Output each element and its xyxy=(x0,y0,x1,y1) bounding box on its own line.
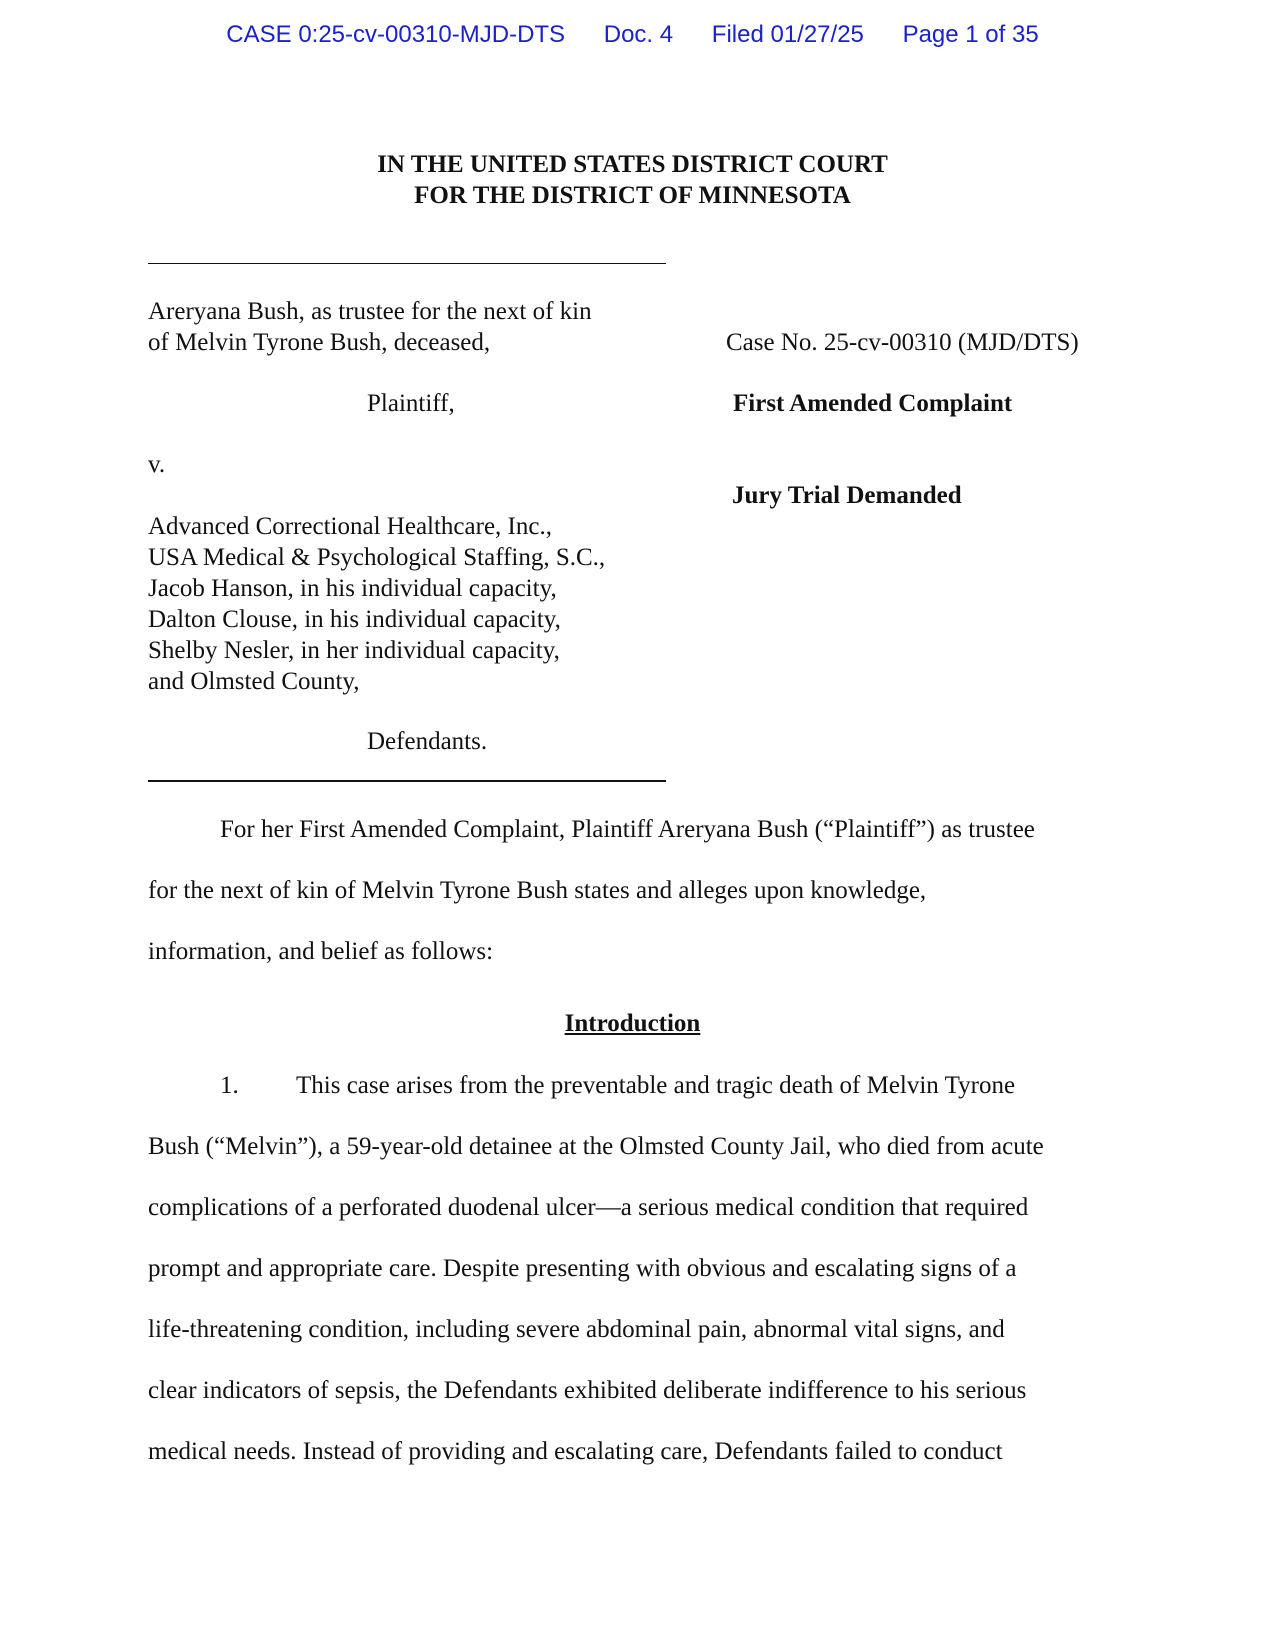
preamble-line: for the next of kin of Melvin Tyrone Bush states and alleges upon knowledge, xyxy=(148,877,927,904)
plaintiff-name xyxy=(148,296,592,358)
paragraph-line: prompt and appropriate care. Despite presenting with obvious and escalating signs of a xyxy=(148,1255,1017,1282)
page-count-stamp: Page 1 of 35 xyxy=(902,21,1039,48)
case-number: Case No. 25-cv-00310 (MJD/DTS) xyxy=(726,329,1079,356)
caption-top-rule xyxy=(148,263,666,264)
defendant-line: Advanced Correctional Healthcare, Inc., xyxy=(148,513,552,540)
defendant-line: Jacob Hanson, in his individual capacity, xyxy=(148,575,557,602)
paragraph-line: clear indicators of sepsis, the Defendants exhibited deliberate indifference to his serious xyxy=(148,1377,1027,1404)
paragraph-number: 1. xyxy=(220,1072,239,1099)
paragraph-line: This case arises from the preventable and tragic death of Melvin Tyrone xyxy=(296,1072,1016,1099)
defendant-list xyxy=(148,511,605,697)
court-title-line: IN THE UNITED STATES DISTRICT COURT xyxy=(377,151,888,178)
versus: v. xyxy=(148,451,166,478)
defendant-line: USA Medical & Psychological Staffing, S.C., xyxy=(148,544,606,571)
court-title-line: FOR THE DISTRICT OF MINNESOTA xyxy=(414,182,851,209)
paragraph-line: life-threatening condition, including severe abdominal pain, abnormal vital signs, and xyxy=(148,1316,1005,1343)
preamble-line: information, and belief as follows: xyxy=(148,938,494,965)
document-number-stamp: Doc. 4 xyxy=(603,21,674,48)
preamble-line: For her First Amended Complaint, Plaintiff Areryana Bush (“Plaintiff”) as trustee xyxy=(220,816,1035,843)
plaintiff-line: Areryana Bush, as trustee for the next of kin xyxy=(148,298,592,325)
plaintiff-label: Plaintiff, xyxy=(367,390,455,417)
case-number-stamp: CASE 0:25-cv-00310-MJD-DTS xyxy=(226,21,566,48)
defendant-line: and Olmsted County, xyxy=(148,668,360,695)
court-title xyxy=(0,149,1265,211)
paragraph-line: Bush (“Melvin”), a 59-year-old detainee at the Olmsted County Jail, who died from acute xyxy=(148,1133,1044,1160)
filed-date-stamp: Filed 01/27/25 xyxy=(711,21,864,48)
caption-bottom-rule xyxy=(148,780,666,782)
plaintiff-line: of Melvin Tyrone Bush, deceased, xyxy=(148,329,491,356)
filing-header xyxy=(0,21,1265,49)
defendant-line: Dalton Clouse, in his individual capacity, xyxy=(148,606,561,633)
complaint-title: First Amended Complaint xyxy=(733,390,1013,417)
paragraph-line: medical needs. Instead of providing and escalating care, Defendants failed to conduct xyxy=(148,1438,1003,1465)
paragraph-line: complications of a perforated duodenal ulcer—a serious medical condition that required xyxy=(148,1194,1029,1221)
jury-demand: Jury Trial Demanded xyxy=(732,482,962,509)
defendant-line: Shelby Nesler, in her individual capacity, xyxy=(148,637,560,664)
defendant-label: Defendants. xyxy=(367,728,488,755)
section-heading: Introduction xyxy=(564,1010,701,1037)
